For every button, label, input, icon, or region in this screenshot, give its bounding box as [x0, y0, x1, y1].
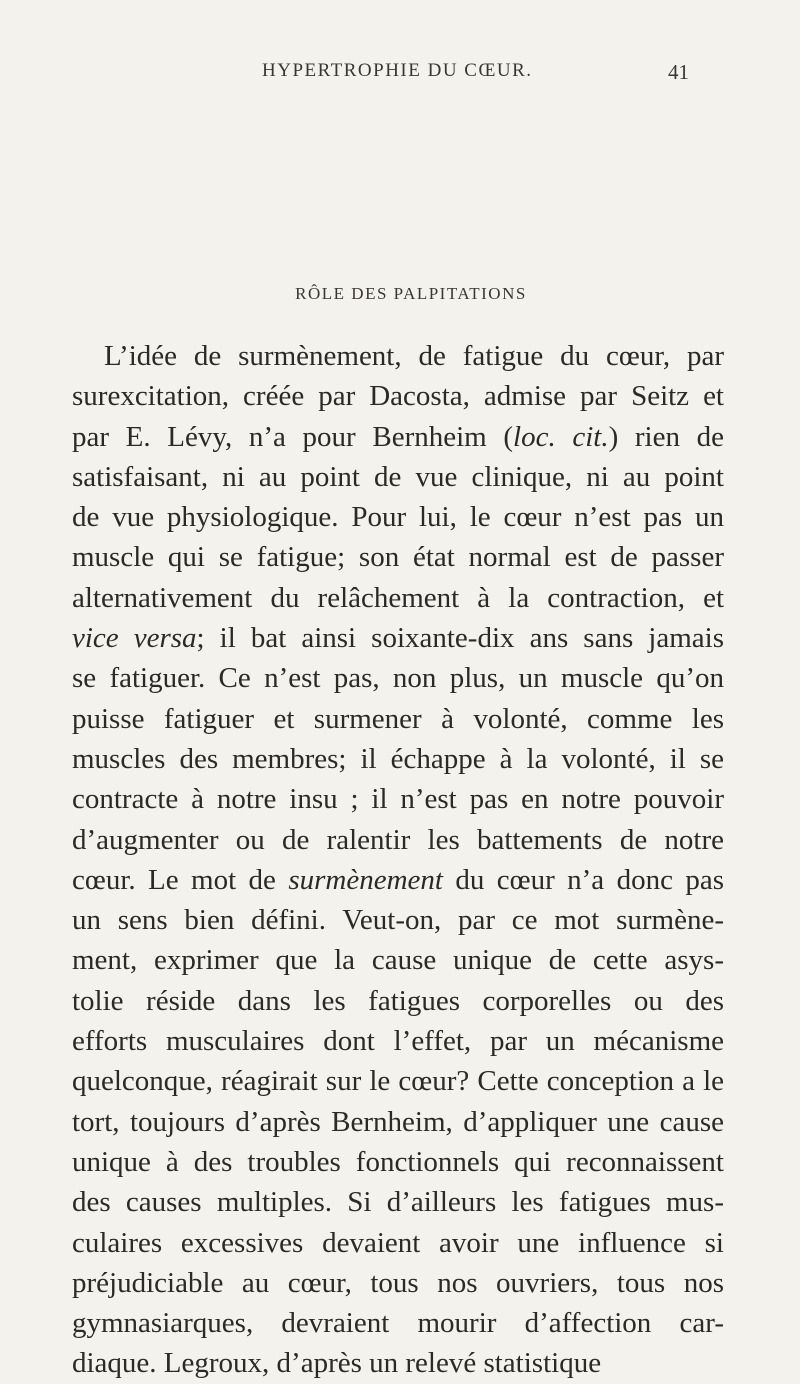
italic-phrase: vice versa — [72, 622, 197, 655]
text-line: muscles des membres; il échappe à la volonté, il se — [72, 742, 724, 775]
running-title: HYPERTROPHIE DU CŒUR. — [262, 60, 533, 81]
text-line: ment, exprimer que la cause unique de cette asys- — [72, 944, 724, 977]
italic-phrase: loc. cit. — [513, 420, 609, 453]
text-line: alternativement du relâchement à la contraction, et — [72, 581, 724, 614]
running-head — [0, 60, 800, 90]
text-line: par E. Lévy, n’a pour Bernheim (loc. cit.) rien de — [72, 420, 724, 453]
text-line: cœur. Le mot de surmènement du cœur n’a donc pas — [72, 863, 724, 896]
text-line: puisse fatiguer et surmener à volonté, comme les — [72, 702, 724, 735]
text-line: quelconque, réagirait sur le cœur? Cette conception a le — [72, 1065, 724, 1098]
text-line: de vue physiologique. Pour lui, le cœur n’est pas un — [72, 501, 724, 534]
text-line: tolie réside dans les fatigues corporelles ou des — [72, 984, 724, 1017]
text-line: d’augmenter ou de ralentir les battements de notre — [72, 823, 724, 856]
text-line: des causes multiples. Si d’ailleurs les fatigues mus- — [72, 1186, 724, 1219]
text-line: préjudiciable au cœur, tous nos ouvriers, tous nos — [72, 1266, 724, 1299]
page-number: 41 — [668, 60, 689, 84]
text-line: gymnasiarques, devraient mourir d’affection car- — [72, 1307, 724, 1340]
text-line: un sens bien défini. Veut-on, par ce mot surmène- — [72, 904, 724, 937]
text-line: surexcitation, créée par Dacosta, admise par Seitz et — [72, 380, 724, 413]
section-title: RÔLE DES PALPITATIONS — [295, 284, 527, 303]
text-line: efforts musculaires dont l’effet, par un mécanisme — [72, 1025, 724, 1058]
italic-phrase: surmènement — [288, 863, 443, 896]
body-paragraph — [72, 336, 724, 1384]
text-line: muscle qui se fatigue; son état normal est de passer — [72, 541, 724, 574]
text-line: culaires excessives devaient avoir une influence si — [72, 1226, 724, 1259]
text-line: L’idée de surmènement, de fatigue du cœur, par — [104, 340, 724, 372]
text-line: diaque. Legroux, d’après un relevé statistique — [72, 1347, 602, 1380]
text-line: unique à des troubles fonctionnels qui reconnaissent — [72, 1145, 724, 1178]
text-line: tort, toujours d’après Bernheim, d’appliquer une cause — [72, 1105, 724, 1138]
text-line: se fatiguer. Ce n’est pas, non plus, un muscle qu’on — [72, 662, 724, 695]
text-line: contracte à notre insu ; il n’est pas en notre pouvoir — [72, 783, 724, 816]
text-line: vice versa; il bat ainsi soixante-dix ans sans jamais — [72, 622, 724, 655]
text-line: satisfaisant, ni au point de vue clinique, ni au point — [72, 460, 724, 493]
